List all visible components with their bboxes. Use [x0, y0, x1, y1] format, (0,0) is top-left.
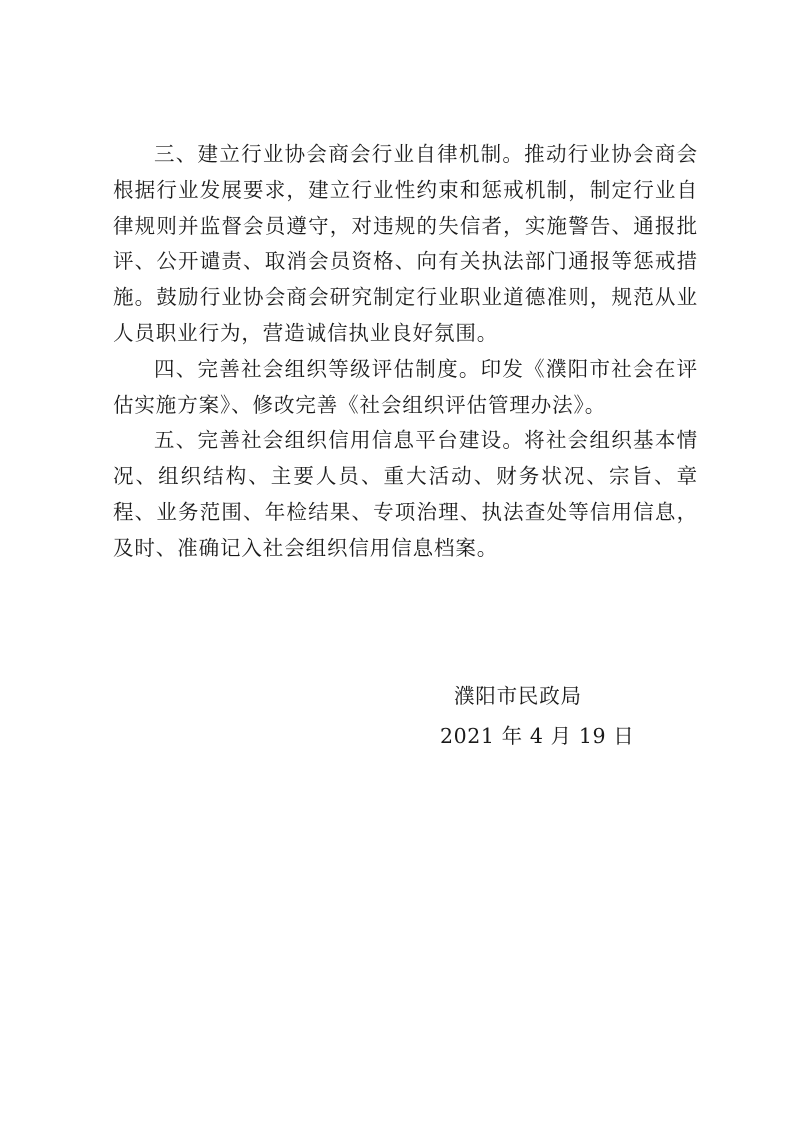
issue-date: 2021 年 4 月 19 日	[440, 724, 635, 748]
document-body	[113, 137, 698, 567]
paragraph-credit-platform: 五、完善社会组织信用信息平台建设。将社会组织基本情况、组织结构、主要人员、重大活动、财务状况、宗旨、章程、业务范围、年检结果、专项治理、执法查处等信用信息，及时、准确记入社会组织信用信息档案。	[113, 428, 698, 560]
paragraph-industry-self-discipline: 三、建立行业协会商会行业自律机制。推动行业协会商会根据行业发展要求，建立行业性约束和惩戒机制，制定行业自律规则并监督会员遵守，对违规的失信者，实施警告、通报批评、公开谴责、取消会员资格、向有关执法部门通报等惩戒措施。鼓励行业协会商会研究制定行业职业道德准则，规范从业人员职业行为，营造诚信执业良好氛围。	[113, 142, 698, 345]
signature-block	[440, 676, 640, 756]
issuing-organization: 濮阳市民政局	[454, 684, 582, 708]
paragraph-grade-evaluation: 四、完善社会组织等级评估制度。印发《濮阳市社会在评估实施方案》、修改完善《社会组织评估管理办法》。	[113, 356, 698, 417]
